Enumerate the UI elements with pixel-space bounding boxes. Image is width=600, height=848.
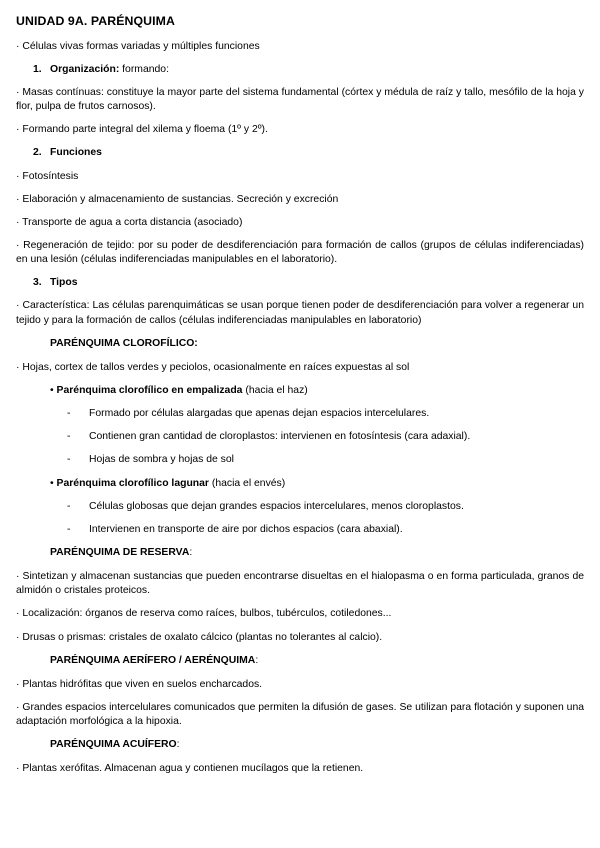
clorofilico-heading: PARÉNQUIMA CLOROFÍLICO: [50,337,198,349]
bullet-icon: • [50,384,57,396]
dash-icon: - [67,500,71,512]
section-funciones-heading [16,146,584,160]
section-organizacion-heading [16,63,584,77]
section-tipos-heading [16,276,584,290]
reserva-item: · Localización: órganos de reserva como raíces, bulbos, tubérculos, cotiledones... [16,608,392,620]
empalizada-name: Parénquima clorofílico en empalizada [56,384,243,396]
organizacion-item: · Formando parte integral del xilema y floema (1º y 2º). [16,124,268,136]
acuifero-item: · Plantas xerófitas. Almacenan agua y contienen mucílagos que la retienen. [16,763,364,775]
funciones-item: · Transporte de agua a corta distancia (asociado) [16,216,243,228]
empalizada-item-text: Hojas de sombra y hojas de sol [89,454,234,466]
reserva-heading-text: PARÉNQUIMA DE RESERVA [50,546,190,558]
section-title: Organización: [50,63,120,75]
organizacion-item: · Masas contínuas: constituye la mayor parte del sistema fundamental (córtex y médula de raíz y tallo, mesófilo de la hoja y flor, pulpa de frutos carnosos). [16,87,584,113]
lagunar-item-text: Células globosas que dejan grandes espacios intercelulares, menos cloroplastos. [89,500,464,512]
heading-colon: : [189,546,193,558]
section-title: Funciones [50,147,102,159]
lagunar-heading [16,477,584,491]
dash-icon: - [67,523,71,535]
lagunar-item-text: Intervienen en transporte de aire por dichos espacios (cara abaxial). [89,523,403,535]
empalizada-item [16,453,584,467]
section-title-suffix: formando: [119,63,169,75]
dash-icon: - [67,454,71,466]
lagunar-note: (hacia el envés) [208,477,286,489]
acuifero-heading-text: PARÉNQUIMA ACUÍFERO [50,739,177,751]
document-title: UNIDAD 9A. PARÉNQUIMA [16,14,176,28]
empalizada-item-text: Contienen gran cantidad de cloroplastos: intervienen en fotosíntesis (cara adaxial). [89,431,471,443]
section-number: 3. [33,277,42,289]
section-number: 1. [33,63,42,75]
empalizada-heading [16,384,584,398]
tipos-characteristic: · Característica: Las células parenquimáticas se usan porque tienen poder de desdiferenciación para volver a regenerar un tejido y para la formación de callos (células indiferenciadas manipulables en laboratorio) [16,300,584,326]
dash-icon: - [67,408,71,420]
clorofilico-text: · Hojas, cortex de tallos verdes y peciolos, ocasionalmente en raíces expuestas al sol [16,361,410,373]
reserva-heading [16,546,584,560]
aerifero-heading [16,654,584,668]
lagunar-item [16,500,584,514]
empalizada-note: (hacia el haz) [242,384,308,396]
bullet-icon: • [50,477,57,489]
empalizada-item [16,430,584,444]
aerifero-item: · Grandes espacios intercelulares comunicados que permiten la difusión de gases. Se utilizan para flotación y suponen una adaptación morfológica a la hipoxia. [16,701,584,728]
reserva-item: · Drusas o prismas: cristales de oxalato cálcico (plantas no tolerantes al calcio). [16,631,383,643]
dash-icon: - [67,431,71,443]
empalizada-item-text: Formado por células alargadas que apenas dejan espacios intercelulares. [89,408,430,420]
reserva-item: · Sintetizan y almacenan sustancias que pueden encontrarse disueltas en el hialopasma o en forma particulada, granos de almidón o cristales proteicos. [16,571,584,597]
lagunar-name: Parénquima clorofílico lagunar [56,477,209,489]
aerifero-item: · Plantas hidrófitas que viven en suelos encharcados. [16,678,263,690]
funciones-item: · Fotosíntesis [16,170,79,182]
acuifero-heading [16,738,584,752]
lagunar-item [16,523,584,537]
aerifero-heading-text: PARÉNQUIMA AERÍFERO / AERÉNQUIMA [50,654,256,666]
section-number: 2. [33,147,42,159]
heading-colon: : [255,654,259,666]
heading-colon: : [176,739,180,751]
intro-text: · Células vivas formas variadas y múltiples funciones [16,40,260,52]
funciones-item: · Regeneración de tejido: por su poder de desdiferenciación para formación de callos (grupos de células indiferenciadas) en una lesión (células indiferenciadas manipulables en el laboratorio). [16,239,584,266]
empalizada-item [16,407,584,421]
section-title: Tipos [50,277,78,289]
funciones-item: · Elaboración y almacenamiento de sustancias. Secreción y excreción [16,193,339,205]
